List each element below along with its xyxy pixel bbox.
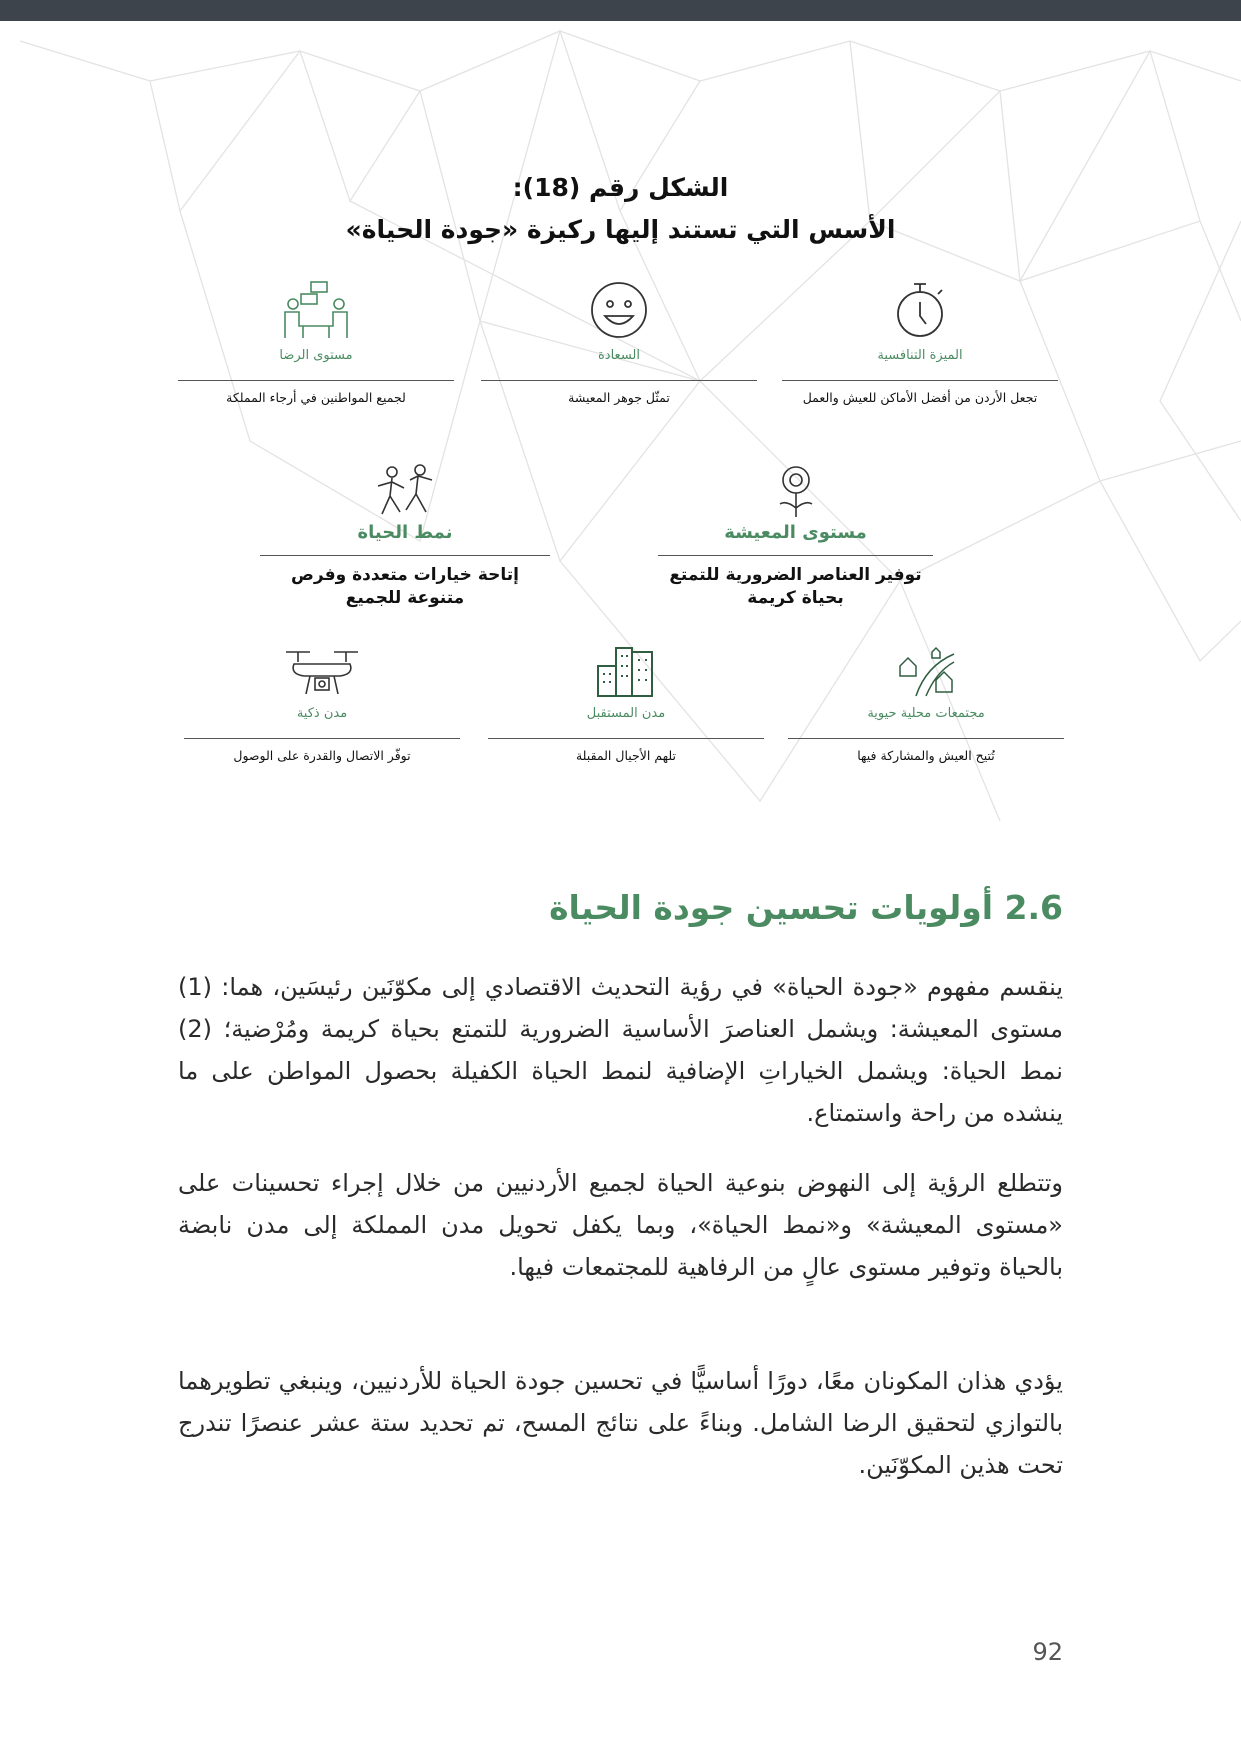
divider xyxy=(260,555,550,556)
flower-icon xyxy=(658,462,933,518)
dancing-people-icon xyxy=(260,462,550,518)
card-desc: توفّر الاتصال والقدرة على الوصول xyxy=(233,748,411,763)
card-label: مجتمعات محلية حيوية xyxy=(867,706,985,721)
card-desc: تجعل الأردن من أفضل الأماكن للعيش والعمل xyxy=(802,390,1038,405)
divider xyxy=(782,380,1058,381)
divider xyxy=(481,380,757,381)
card-desc: تمثّل جوهر المعيشة xyxy=(568,390,670,405)
card-living-standard xyxy=(658,462,933,610)
card-lifestyle xyxy=(260,462,550,610)
card-smart-cities xyxy=(184,648,460,765)
divider xyxy=(788,738,1064,739)
card-label: نمط الحياة xyxy=(357,522,453,543)
divider xyxy=(658,555,933,556)
drone-icon xyxy=(184,648,460,698)
card-vibrant-communities xyxy=(788,648,1064,765)
card-happiness xyxy=(481,270,757,407)
card-satisfaction xyxy=(178,270,454,407)
page-number: 92 xyxy=(1032,1638,1063,1666)
figure-title: الأسس التي تستند إليها ركيزة «جودة الحياة» xyxy=(345,215,896,244)
buildings-icon xyxy=(488,648,764,698)
card-label: مستوى المعيشة xyxy=(724,522,867,543)
card-label: مدن ذكية xyxy=(296,706,348,721)
card-label: مستوى الرضا xyxy=(279,348,353,363)
section-heading: 2.6 أولويات تحسين جودة الحياة xyxy=(549,888,1063,927)
card-desc: توفير العناصر الضرورية للتمتع بحياة كريمة xyxy=(669,565,922,608)
divider xyxy=(178,380,454,381)
smiley-face-icon xyxy=(481,270,757,340)
stopwatch-icon xyxy=(782,270,1058,340)
card-desc: تُتيح العيش والمشاركة فيها xyxy=(857,748,995,763)
paragraph-2: وتتطلع الرؤية إلى النهوض بنوعية الحياة لجميع الأردنيين من خلال إجراء تحسينات على «مستوى المعيشة» و«نمط الحياة»، وبما يكفل تحويل مدن المملكة إلى مدن نابضة بالحياة وتوفير مستوى عالٍ من الرفاهية للمجتمعات فيها. xyxy=(178,1169,1063,1281)
figure-number: الشكل رقم (18): xyxy=(512,173,729,202)
meeting-people-icon xyxy=(178,270,454,340)
card-label: مدن المستقبل xyxy=(586,706,666,721)
divider xyxy=(184,738,460,739)
houses-road-icon xyxy=(788,648,1064,698)
card-competitive-advantage xyxy=(782,270,1058,407)
card-label: السعادة xyxy=(597,348,640,363)
divider xyxy=(488,738,764,739)
paragraph-3: يؤدي هذان المكونان معًا، دورًا أساسيًّا في تحسين جودة الحياة للأردنيين، وينبغي تطويرهما بالتوازي لتحقيق الرضا الشامل. وبناءً على نتائج المسح، تم تحديد ستة عشر عنصرًا تندرج تحت هذين المكوّنَين. xyxy=(178,1367,1063,1479)
card-desc: تلهم الأجيال المقبلة xyxy=(575,748,677,763)
card-future-cities xyxy=(488,648,764,765)
card-desc: إتاحة خيارات متعددة وفرص متنوعة للجميع xyxy=(291,565,519,608)
top-bar xyxy=(0,0,1241,21)
paragraph-1: ينقسم مفهوم «جودة الحياة» في رؤية التحديث الاقتصادي إلى مكوّنَين رئيسَين، هما: (1) مستوى المعيشة: ويشمل العناصرَ الأساسية الضرورية للتمتع بحياة كريمة ومُرْضية؛ (2) نمط الحياة: ويشمل الخياراتِ الإضافية لنمط الحياة الكفيلة بحصول المواطن على ما ينشده من راحة واستمتاع. xyxy=(178,973,1063,1127)
card-label: الميزة التنافسية xyxy=(877,348,963,363)
card-desc: لجميع المواطنين في أرجاء المملكة xyxy=(226,390,406,405)
